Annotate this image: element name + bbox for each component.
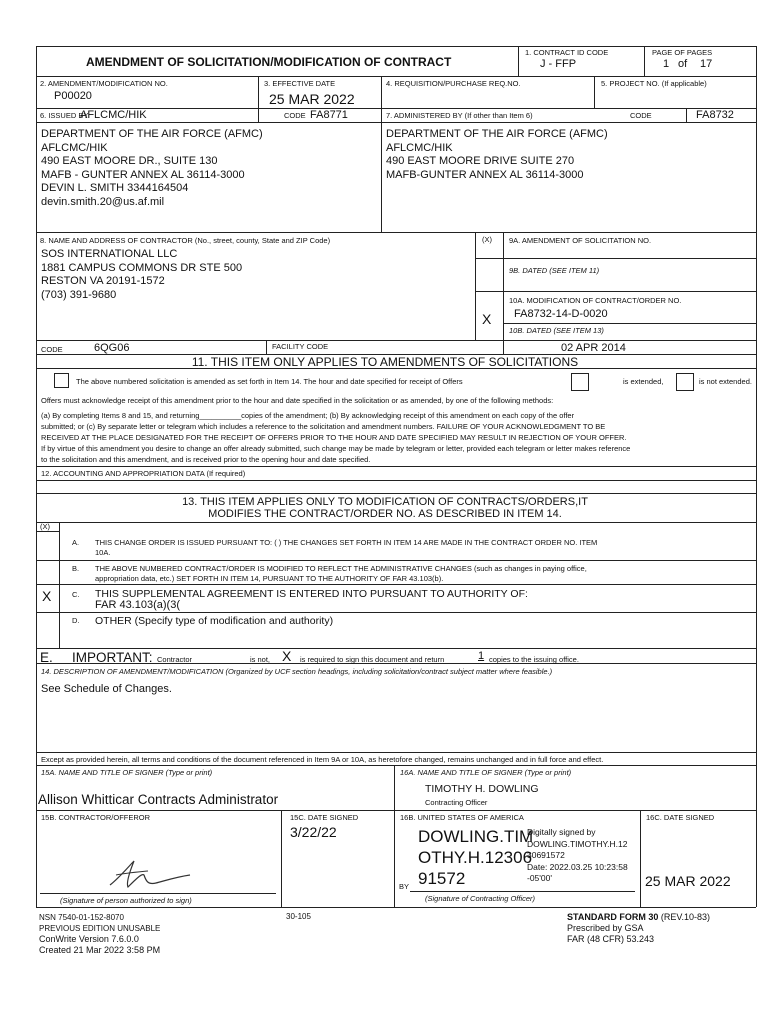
- footer-created: Created 21 Mar 2022 3:58 PM: [39, 945, 161, 955]
- accounting-label: 12. ACCOUNTING AND APPROPRIATION DATA (If required): [41, 469, 246, 478]
- important-contractor: Contractor: [157, 655, 193, 664]
- important-is-not: is not,: [250, 655, 271, 664]
- not-extended-checkbox[interactable]: [676, 373, 694, 391]
- footer-form-number: 30-105: [286, 912, 311, 921]
- by-label: BY: [399, 882, 410, 891]
- admin-line: AFLCMC/HIK: [386, 141, 453, 154]
- standard-form-label: STANDARD FORM 30: [567, 912, 659, 922]
- item-13-c-text: THIS SUPPLEMENTAL AGREEMENT IS ENTERED INTO PURSUANT TO AUTHORITY OF:: [95, 588, 528, 600]
- footer-right: [567, 912, 710, 945]
- total-pages: 17: [700, 58, 713, 70]
- issuer-line: MAFB - GUNTER ANNEX AL 36114-3000: [41, 168, 245, 181]
- digital-signature-detail: Digitally signed by: [527, 827, 596, 837]
- item-13-a-text2: 10A.: [95, 548, 111, 557]
- contractor-code-label: CODE: [41, 345, 63, 354]
- issued-by-code-label: CODE: [284, 111, 306, 120]
- issuer-line: AFLCMC/HIK: [41, 141, 108, 154]
- item-11-line7: to the solicitation and this amendment, and is received prior to the opening hour and date specified.: [41, 455, 371, 464]
- signer-16a-name: TIMOTHY H. DOWLING: [425, 783, 539, 795]
- not-extended-label: is not extended.: [699, 377, 752, 386]
- digital-signature-line: DOWLING.TIM: [418, 827, 534, 846]
- contractor-signature-caption: (Signature of person authorized to sign): [60, 896, 192, 905]
- digital-signature-detail: -05'00': [527, 873, 552, 883]
- contract-id-value: J - FFP: [540, 58, 577, 70]
- important-x-mark: X: [282, 648, 292, 664]
- date-signed-15c-label: 15C. DATE SIGNED: [290, 813, 359, 822]
- important-letter: E.: [40, 650, 53, 665]
- admin-line: DEPARTMENT OF THE AIR FORCE (AFMC): [386, 128, 608, 140]
- footer-previous-edition: PREVIOUS EDITION UNUSABLE: [39, 924, 161, 933]
- date-signed-16c-value: 25 MAR 2022: [645, 873, 731, 889]
- requisition-label: 4. REQUISITION/PURCHASE REQ.NO.: [386, 79, 521, 88]
- description-body: See Schedule of Changes.: [41, 683, 172, 695]
- issued-by-label: 6. ISSUED BY: [40, 111, 89, 120]
- effective-date-value: 25 MAR 2022: [269, 91, 355, 107]
- dated-9b-label: 9B. DATED (SEE ITEM 11): [509, 266, 600, 275]
- modification-contract-value: FA8732-14-D-0020: [514, 308, 608, 320]
- item-13-b-text: THE ABOVE NUMBERED CONTRACT/ORDER IS MODIFIED TO REFLECT THE ADMINISTRATIVE CHANGES (such as changes in paying office,: [95, 564, 587, 573]
- amendment-solicitation-label: 9A. AMENDMENT OF SOLICITATION NO.: [509, 236, 652, 245]
- item-13-c-x-mark: X: [42, 588, 52, 604]
- digital-signature-line: OTHY.H.12306: [418, 848, 533, 867]
- page-of-word: of: [678, 58, 688, 70]
- item-11-title: 11. THIS ITEM ONLY APPLIES TO AMENDMENTS OF SOLICITATIONS: [191, 355, 579, 369]
- amendment-no-value: P00020: [54, 90, 92, 102]
- contractor-code-value: 6QG06: [94, 342, 130, 354]
- facility-code-label: FACILITY CODE: [272, 342, 329, 351]
- item-13-b-text2: appropriation data, etc.) SET FORTH IN ITEM 14, PURSUANT TO THE AUTHORITY OF FAR 43.103(b).: [95, 574, 444, 583]
- contractor-line: RESTON VA 20191-1572: [41, 275, 165, 288]
- issuer-line: DEVIN L. SMITH 3344164504: [41, 182, 189, 195]
- signer-15a-label: 15A. NAME AND TITLE OF SIGNER (Type or print): [41, 768, 213, 777]
- item-11-line5: RECEIVED AT THE PLACE DESIGNATED FOR THE RECEIPT OF OFFERS PRIOR TO THE HOUR AND DATE SPECIFIED MAY RESULT IN REJECTION OF YOUR OFFER.: [41, 433, 627, 442]
- footer-conwrite: ConWrite Version 7.6.0.0: [39, 934, 139, 944]
- admin-code-value: FA8732: [696, 109, 734, 121]
- item-13-c-letter: C.: [72, 590, 80, 599]
- modification-contract-label: 10A. MODIFICATION OF CONTRACT/ORDER NO.: [509, 296, 682, 305]
- important-label: IMPORTANT:: [72, 650, 153, 665]
- page-of-pages-label: PAGE OF PAGES: [652, 48, 713, 57]
- item-13-b-letter: B.: [72, 564, 80, 573]
- form-title: AMENDMENT OF SOLICITATION/MODIFICATION OF CONTRACT: [86, 55, 452, 69]
- dated-10b-label: 10B. DATED (SEE ITEM 13): [509, 326, 604, 335]
- item-13-title-1: 13. THIS ITEM APPLIES ONLY TO MODIFICATION OF CONTRACTS/ORDERS,IT: [182, 496, 588, 508]
- extended-label: is extended,: [623, 377, 664, 386]
- important-text2: copies to the issuing office.: [489, 655, 579, 664]
- usa-16b-label: 16B. UNITED STATES OF AMERICA: [400, 813, 524, 822]
- footer-far: FAR (48 CFR) 53.243: [567, 934, 655, 944]
- issued-by-code-value: FA8771: [310, 109, 348, 121]
- issued-by-value: AFLCMC/HIK: [80, 109, 147, 121]
- item-10-x-mark: X: [482, 311, 492, 327]
- admin-line: 490 EAST MOORE DRIVE SUITE 270: [386, 155, 575, 168]
- item-13-title-2: MODIFIES THE CONTRACT/ORDER NO. AS DESCRIBED IN ITEM 14.: [208, 508, 562, 520]
- admin-line: MAFB-GUNTER ANNEX AL 36114-3000: [386, 168, 584, 181]
- contractor-offeror-label: 15B. CONTRACTOR/OFFEROR: [41, 813, 151, 822]
- important-copies: 1: [478, 650, 485, 662]
- digital-signature-detail: Date: 2022.03.25 10:23:58: [527, 861, 628, 872]
- digital-signature-name: [418, 826, 533, 889]
- signer-15a-value: Allison Whitticar Contracts Administrator: [38, 792, 279, 807]
- page-number: 1: [663, 58, 670, 70]
- effective-date-label: 3. EFFECTIVE DATE: [264, 79, 336, 88]
- standard-form-revision: (REV.10-83): [658, 912, 711, 922]
- item-11-line3: (a) By completing Items 8 and 15, and returning__________copies of the amendment; (b) By acknowledging receipt of this amendment on each copy of the offer: [41, 411, 575, 420]
- item-13-a-letter: A.: [72, 538, 80, 547]
- administered-by-label: 7. ADMINISTERED BY (If other than Item 6): [386, 111, 533, 120]
- dated-10b-value: 02 APR 2014: [561, 342, 626, 354]
- item-13-c-authority: FAR 43.103(a)(3(: [95, 599, 180, 611]
- item-13-x-label: (X): [40, 522, 50, 531]
- date-signed-15c-value: 3/22/22: [290, 824, 337, 840]
- signer-16a-title: Contracting Officer: [425, 798, 488, 807]
- admin-code-label: CODE: [630, 111, 652, 120]
- item-13-d-letter: D.: [72, 616, 80, 625]
- footer-prescribed: Prescribed by GSA: [567, 923, 644, 933]
- item-13-d-text: OTHER (Specify type of modification and authority): [95, 615, 334, 627]
- issuer-line: 490 EAST MOORE DR., SUITE 130: [41, 155, 218, 168]
- item-11-line6: If by virtue of this amendment you desire to change an offer already submitted, such change may be made by telegram or letter, provided each telegram or letter makes reference: [41, 444, 631, 453]
- except-text: Except as provided herein, all terms and conditions of the document referenced in Item 9A or 10A, as heretofore changed, remains unchanged and in full force and effect.: [41, 755, 604, 764]
- contractor-line: 1881 CAMPUS COMMONS DR STE 500: [41, 261, 243, 274]
- admin-address: [386, 128, 608, 182]
- contractor-signature: [86, 855, 206, 895]
- contracting-officer-signature-caption: (Signature of Contracting Officer): [425, 894, 536, 903]
- signer-16a-label: 16A. NAME AND TITLE OF SIGNER (Type or print): [400, 768, 572, 777]
- digital-signature-detail: 30691572: [527, 850, 565, 860]
- item-13-a-text: THIS CHANGE ORDER IS ISSUED PURSUANT TO: ( ) THE CHANGES SET FORTH IN ITEM 14 ARE MADE IN THE CONTRACT ORDER NO. ITEM: [95, 538, 598, 547]
- amendment-no-label: 2. AMENDMENT/MODIFICATION NO.: [40, 79, 168, 88]
- footer-nsn: NSN 7540-01-152-8070: [39, 913, 124, 922]
- contractor-label: 8. NAME AND ADDRESS OF CONTRACTOR (No., street, county, State and ZIP Code): [40, 236, 331, 245]
- digital-signature-details: [527, 827, 628, 885]
- issuer-line: devin.smith.20@us.af.mil: [41, 195, 165, 208]
- extended-checkbox[interactable]: [571, 373, 589, 391]
- date-signed-16c-label: 16C. DATE SIGNED: [646, 813, 715, 822]
- important-text: is required to sign this document and return: [300, 655, 445, 664]
- x-column-label: (X): [482, 235, 492, 244]
- project-no-label: 5. PROJECT NO. (If applicable): [601, 79, 707, 88]
- item-11-line4: submitted; or (c) By separate letter or telegram which includes a reference to the solicitation and amendment numbers. FAILURE OF YOUR ACKNOWLEDGMENT TO BE: [41, 422, 606, 431]
- item-11-line2: Offers must acknowledge receipt of this amendment prior to the hour and date specified in the solicitation or as amended, by one of the following methods:: [41, 396, 554, 405]
- contract-id-label: 1. CONTRACT ID CODE: [525, 48, 609, 57]
- solicitation-amended-checkbox[interactable]: [54, 373, 69, 388]
- footer-left: [39, 912, 160, 956]
- issuer-line: DEPARTMENT OF THE AIR FORCE (AFMC): [41, 128, 263, 140]
- contractor-line: SOS INTERNATIONAL LLC: [41, 248, 178, 260]
- issuer-address: [41, 128, 263, 210]
- contractor-address: [41, 248, 242, 302]
- description-label: 14. DESCRIPTION OF AMENDMENT/MODIFICATION (Organized by UCF section headings, including solicitation/contract subject matter where feasible.): [41, 667, 553, 676]
- contractor-line: (703) 391-9680: [41, 288, 117, 301]
- digital-signature-line: 91572: [418, 869, 466, 888]
- item-11-line1: The above numbered solicitation is amended as set forth in Item 14. The hour and date specified for receipt of Offers: [76, 377, 463, 386]
- digital-signature-detail: DOWLING.TIMOTHY.H.12: [527, 838, 628, 849]
